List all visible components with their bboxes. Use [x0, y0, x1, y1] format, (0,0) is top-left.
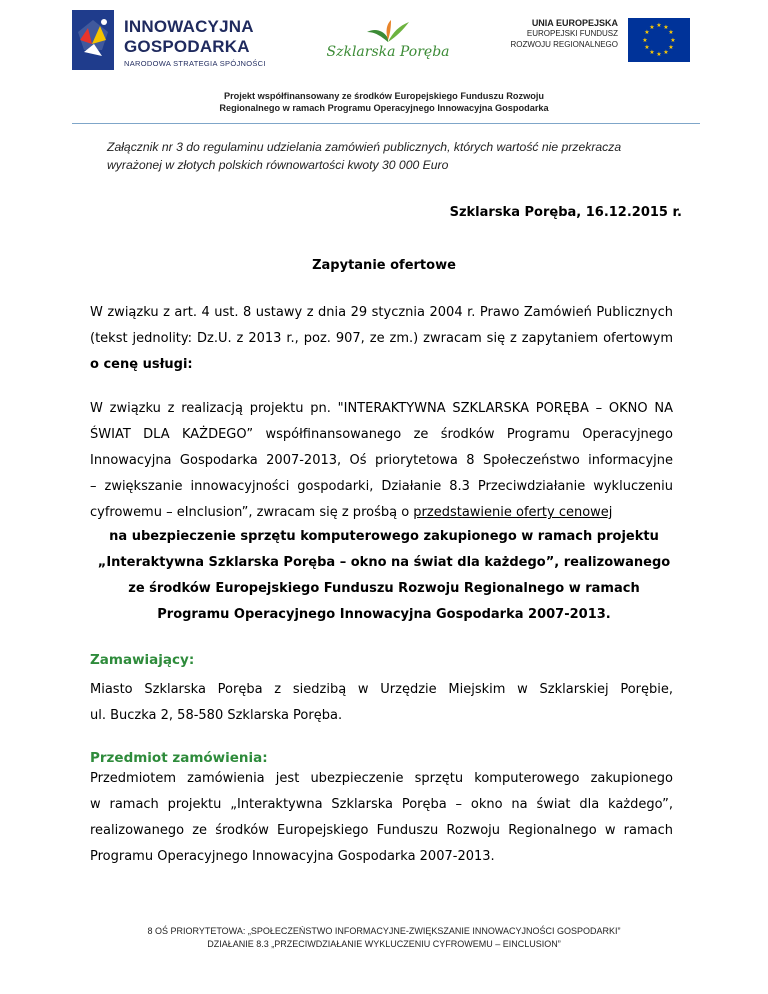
ordering-party-paragraph [90, 677, 673, 729]
bold-line-1: na ubezpieczenie sprzętu komputerowego zakupionego w ramach projektu [109, 529, 659, 544]
project-line-b: ŚWIAT DLA KAŻDEGO” współfinansowanego ze środków Programu Operacyjnego [90, 427, 673, 442]
eu-logo [510, 14, 690, 74]
eu-flag-icon [628, 18, 690, 62]
offer-request-underlined: przedstawienie oferty cenowej [413, 505, 613, 520]
svg-text:★: ★ [663, 24, 669, 31]
project-paragraph [90, 396, 673, 526]
svg-text:★: ★ [668, 44, 674, 51]
svg-text:★: ★ [642, 37, 648, 44]
document-title: Zapytanie ofertowe [312, 258, 456, 273]
logo-text: Szklarska Poręba [326, 44, 450, 60]
eu-line-3: ROZWOJU REGIONALNEGO [510, 40, 618, 49]
eu-line-2: EUROPEJSKI FUNDUSZ [526, 29, 618, 38]
svg-text:★: ★ [656, 22, 662, 29]
footer-line-2: DZIAŁANIE 8.3 „PRZECIWDZIAŁANIE WYKLUCZENIU CYFROWEMU – EINCLUSION” [207, 939, 561, 949]
annex-line-2: wyrażonej w złotych polskich równowartości kwoty 30 000 Euro [107, 158, 449, 172]
innowacyjna-gospodarka-emblem-icon [72, 10, 114, 70]
bold-line-2: „Interaktywna Szklarska Poręba – okno na świat dla każdego”, realizowanego [97, 555, 671, 570]
order-subject-heading: Przedmiot zamówienia: [90, 750, 268, 766]
svg-text:★: ★ [663, 49, 669, 56]
mountain-leaf-icon [363, 18, 413, 44]
svg-text:★: ★ [670, 37, 676, 44]
annex-line-1: Załącznik nr 3 do regulaminu udzielania zamówień publicznych, których wartość nie przekracza [107, 140, 622, 154]
szklarska-poreba-logo [318, 18, 458, 70]
svg-text:★: ★ [644, 29, 650, 36]
svg-text:★: ★ [656, 51, 662, 58]
svg-text:★: ★ [668, 29, 674, 36]
project-line-a: W związku z realizacją projektu pn. "INTERAKTYWNA SZKLARSKA PORĘBA – OKNO NA [90, 401, 673, 416]
subject-line-4: Programu Operacyjnego Innowacyjna Gospodarka 2007-2013. [90, 849, 495, 864]
page-footer [0, 925, 768, 951]
subject-line-1: Przedmiotem zamówienia jest ubezpieczenie sprzętu komputerowego zakupionego [90, 771, 673, 786]
order-subject-paragraph [90, 766, 673, 870]
intro-line-3: o cenę usługi: [90, 357, 193, 372]
project-line-c: Innowacyjna Gospodarka 2007-2013, Oś priorytetowa 8 Społeczeństwo informacyjne [90, 453, 673, 468]
intro-line-1: W związku z art. 4 ust. 8 ustawy z dnia 29 stycznia 2004 r. Prawo Zamówień Publicznych [90, 305, 673, 320]
svg-text:★: ★ [649, 24, 655, 31]
project-line-e-text: cyfrowemu – eInclusion”, zwracam się z prośbą o [90, 505, 414, 520]
logo-line-3: NARODOWA STRATEGIA SPÓJNOŚCI [124, 59, 266, 68]
subject-line-3: realizowanego ze środków Europejskiego Funduszu Rozwoju Regionalnego w ramach [90, 823, 673, 838]
subject-bold-block [0, 524, 768, 628]
logo-line-1: INNOWACYJNA [124, 17, 254, 36]
logo-line-2: GOSPODARKA [124, 37, 250, 56]
svg-text:★: ★ [649, 49, 655, 56]
ordering-line-1: Miasto Szklarska Poręba z siedzibą w Urzędzie Miejskim w Szklarskiej Porębie, [90, 682, 673, 697]
annex-note [107, 138, 687, 174]
subject-line-2: w ramach projektu „Interaktywna Szklarska Poręba – okno na świat dla każdego”, [90, 797, 673, 812]
footer-line-1: 8 OŚ PRIORYTETOWA: „SPOŁECZEŃSTWO INFORMACYJNE-ZWIĘKSZANIE INNOWACYJNOŚCI GOSPODARKI” [147, 926, 621, 936]
innowacyjna-gospodarka-logo [72, 10, 272, 74]
bold-line-3: ze środków Europejskiego Funduszu Rozwoju Regionalnego w ramach [128, 581, 640, 596]
project-line-e [90, 500, 673, 526]
bold-line-4: Programu Operacyjnego Innowacyjna Gospodarka 2007-2013. [157, 607, 611, 622]
header-divider [72, 123, 700, 124]
intro-line-2: (tekst jednolity: Dz.U. z 2013 r., poz. 907, ze zm.) zwracam się z zapytaniem ofertowym [90, 331, 673, 346]
ordering-party-heading: Zamawiający: [90, 652, 195, 668]
place-and-date: Szklarska Poręba, 16.12.2015 r. [449, 205, 682, 220]
ordering-line-2: ul. Buczka 2, 58-580 Szklarska Poręba. [90, 708, 343, 723]
intro-paragraph [90, 300, 673, 378]
eu-line-1: UNIA EUROPEJSKA [531, 18, 618, 28]
project-line-1: Projekt współfinansowany ze środków Europejskiego Funduszu Rozwoju [223, 91, 545, 101]
svg-text:★: ★ [644, 44, 650, 51]
project-line-2: Regionalnego w ramach Programu Operacyjnego Innowacyjna Gospodarka [219, 103, 549, 113]
project-line-d: – zwiększanie innowacyjności gospodarki, Działanie 8.3 Przeciwdziałanie wykluczeniu [90, 479, 673, 494]
